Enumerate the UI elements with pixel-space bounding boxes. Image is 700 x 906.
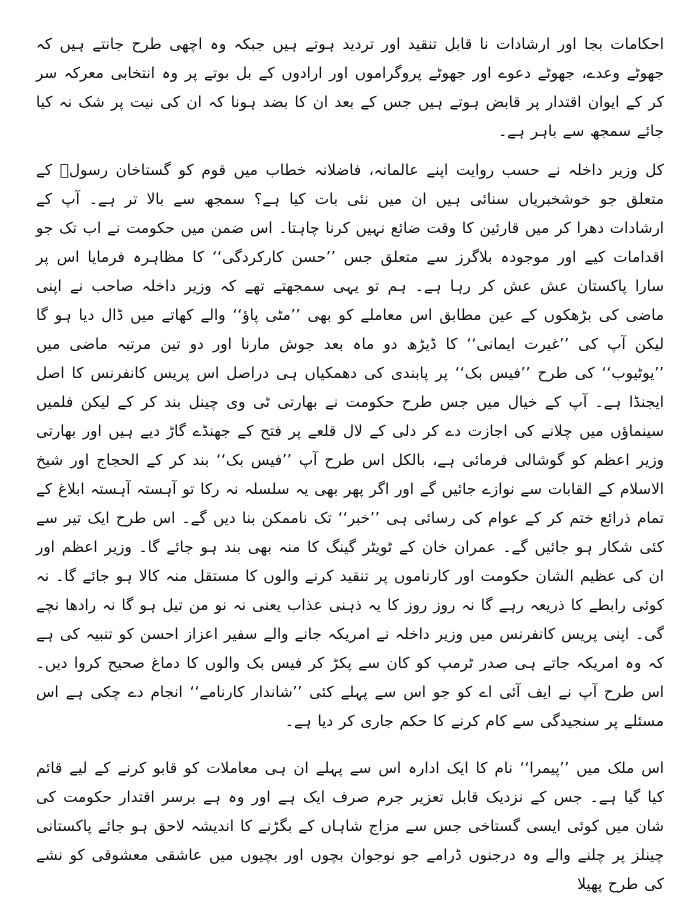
paragraph-1: احکامات بجا اور ارشادات نا قابل تنقید اور تردید ہوتے ہیں جبکہ وہ اچھی طرح جانتے ہیں کہ جھوٹے وعدے، جھوٹے دعوے اور جھوٹے پروگراموں اور ارادوں کے بل بوتے پر وہ انتخابی معرکہ سر کر کے ایوان اقتدار پر قابض ہوتے ہیں جس کے بعد ان کا بضد ہونا کہ ان کی نیت پر شک نہ کیا جائے سمجھ سے باہر ہے۔ <box>36 35 664 140</box>
paragraph-2: کل وزیر داخلہ نے حسب روایت اپنے عالمانہ، فاضلانہ خطاب میں قوم کو گستاخان رسولؐ کے متعلق جو خوشخبریاں سنائی ہیں ان میں نئی بات کیا ہے؟ سمجھ سے بالا تر ہے۔ آپ کے ارشادات دھرا کر میں قارئین کا وقت ضائع نہیں کرنا چاہتا۔ اس ضمن میں حکومت نے اب تک جو اقدامات کیے اور موجودہ بلاگرز سے متعلق جس ’’حسن کارکردگی‘‘ کا مظاہرہ فرمایا اس پر سارا پاکستان عش عش کر رہا ہے۔ ہم تو یہی سمجھتے تھے کہ وزیر داخلہ صاحب نے اپنی ماضی کی بڑھکوں کے عین مطابق اس معاملے کو بھی ’’مٹی پاؤ‘‘ والے کھاتے میں ڈال دیا ہو گا لیکن آپ کی ’’غیرت ایمانی‘‘ کا ڈیڑھ دو ماہ بعد جوش مارنا اور دو تین مرتبہ ماضی میں ’’یوٹیوب‘‘ کی طرح ’’فیس بک‘‘ پر پابندی کی دھمکیاں ہی دراصل اس پریس کانفرنس کا اصل ایجنڈا ہے۔ آپ کے خیال میں جس طرح حکومت نے بھارتی ٹی وی چینل بند کر کے لیکن فلمیں سینماؤں میں چلانے کی اجازت دے کر دلی کے لال قلعے پر فتح کے جھنڈے گاڑ دیے ہیں اور بھارتی وزیر اعظم کو گوشالی فرمائی ہے، بالکل اس طرح آپ ’’فیس بک‘‘ بند کر کے الحجاج اور شیخ الاسلام کے القابات سے نوازے جائیں گے اور اگر پھر بھی یہ سلسلہ نہ رکا تو آہستہ آہستہ ابلاغ کے تمام ذرائع ختم کر کے عوام کی رسائی ہی ’’خبر‘‘ تک ناممکن بنا دیں گے۔ اس طرح ایک تیر سے کئی شکار ہو جائیں گے۔ عمران خان کے ٹویٹر گینگ کا منہ بھی بند ہو جائے گا۔ وزیر اعظم اور ان کی عظیم الشان حکومت اور کارناموں پر تنقید کرنے والوں کا مستقل منہ کالا ہو جائے گا۔ نہ کوئی رابطے کا ذریعہ رہے گا نہ روز روز کا یہ ذہنی عذاب یعنی نہ نو من تیل ہو گا نہ رادھا نچے گی۔ اپنی پریس کانفرنس میں وزیر داخلہ نے امریکہ جانے والے سفیر اعزاز احسن کو تنبیہ کی ہے کہ وہ امریکہ جاتے ہی صدر ٹرمپ کو کان سے پکڑ کر فیس بک والوں کا دماغ صحیح کروا دیں۔ اس طرح آپ نے ایف آئی اے کو جو اس سے پہلے کئی ’’شاندار کارنامے‘‘ انجام دے چکی ہے اس مسئلے پر سنجیدگی سے کام کرنے کا حکم جاری کر دیا ہے۔ <box>36 161 664 730</box>
paragraph-3: اس ملک میں ’’پیمرا‘‘ نام کا ایک ادارہ اس سے پہلے ان ہی معاملات کو قابو کرنے کے لیے قائم کیا گیا ہے۔ جس کے نزدیک قابل تعزیر جرم صرف ایک ہے اور وہ ہے برسر اقتدار حکومت کی شان میں کوئی ایسی گستاخی جس سے مزاج شاہاں کے بگڑنے کا اندیشہ لاحق ہو جائے پاکستانی چینلز پر چلنے والے وہ درجنوں ڈرامے جو نوجوان بچوں اور بچیوں میں عاشقی معشوقی کو نشے کی طرح پھیلا <box>36 759 664 893</box>
